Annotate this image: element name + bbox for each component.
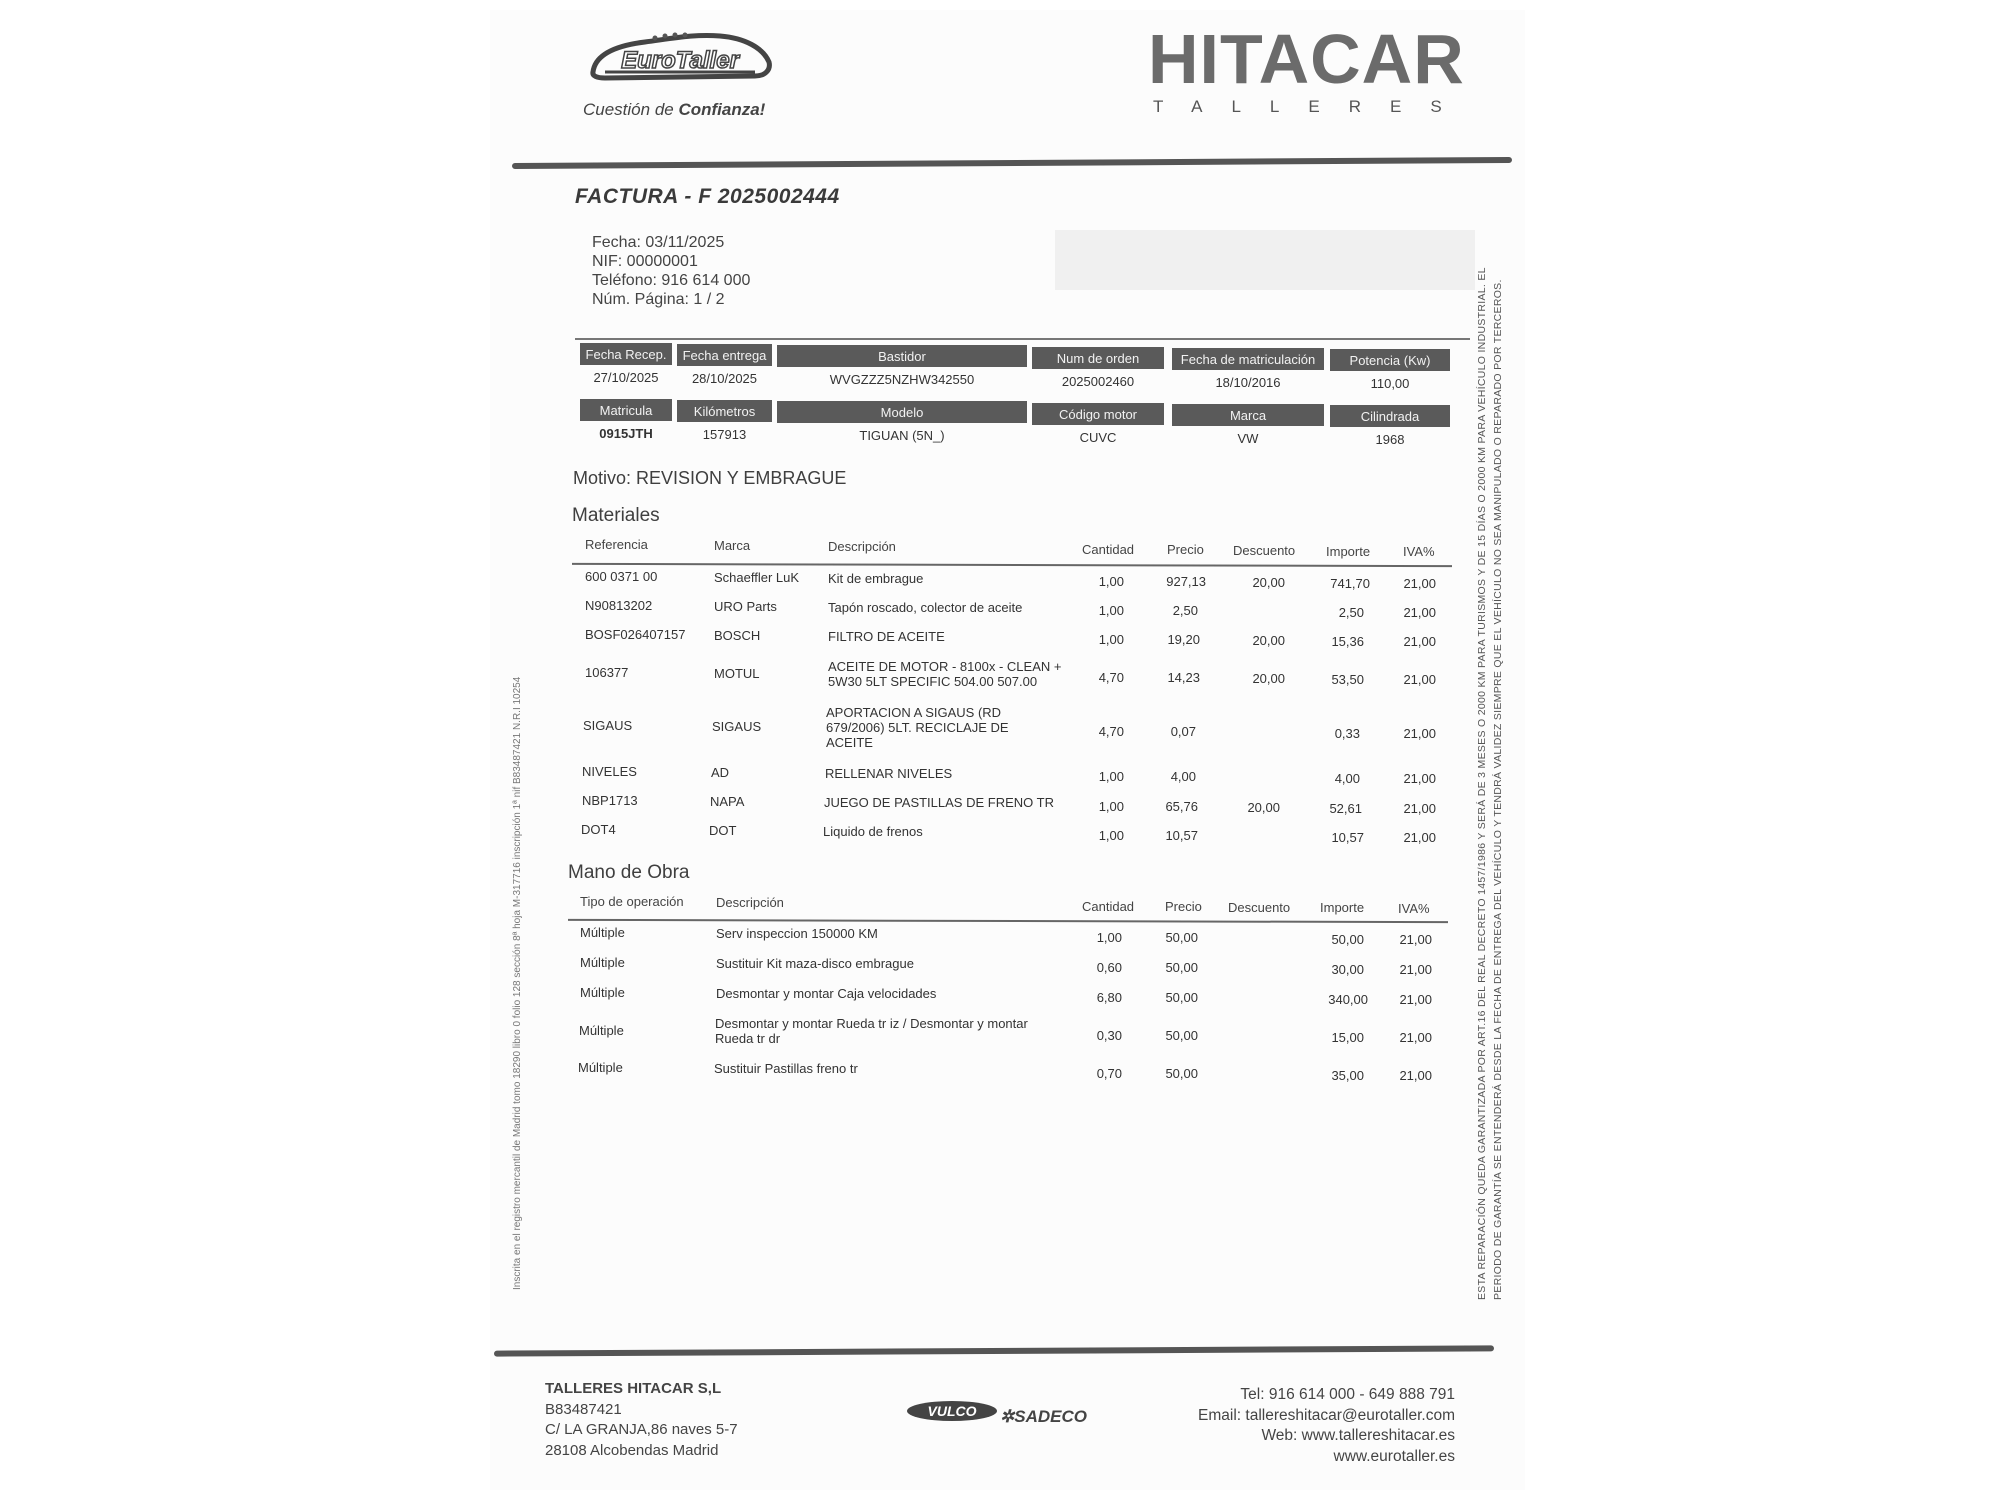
- cell-price: 2,50: [1172, 603, 1198, 618]
- cell-description: Sustituir Kit maza-disco embrague: [716, 956, 914, 971]
- vehicle-header-cell: Marca: [1172, 404, 1324, 426]
- cell-price: 50,00: [1165, 990, 1198, 1005]
- vehicle-header-cell: Matricula: [580, 399, 672, 421]
- vehicle-header-cell: Fecha entrega: [677, 344, 772, 366]
- cell-price: 65,76: [1165, 799, 1198, 814]
- cell-brand: Schaeffler LuK: [714, 570, 800, 585]
- cell-price: 50,00: [1165, 930, 1198, 945]
- cell-quantity: 1,00: [1098, 828, 1124, 843]
- cell-brand: URO Parts: [714, 599, 777, 614]
- cell-amount: 50,00: [1331, 932, 1364, 947]
- contact-info: [1198, 1385, 1455, 1467]
- col-header-amount: Importe: [1326, 544, 1371, 559]
- vehicle-value-cell: 2025002460: [1061, 374, 1135, 389]
- service-reason: Motivo: REVISION Y EMBRAGUE: [573, 468, 847, 488]
- cell-vat: 21,00: [1403, 801, 1436, 816]
- cell-vat: 21,00: [1399, 1030, 1432, 1045]
- cell-description: APORTACION A SIGAUS (RD 679/2006) 5LT. RECICLAJE DE ACEITE: [826, 705, 1009, 750]
- vulco-logo: [905, 1398, 1000, 1424]
- cell-price: 4,00: [1170, 769, 1196, 784]
- cell-discount: 20,00: [1252, 671, 1285, 686]
- company-address: C/ LA GRANJA,86 naves 5-7: [545, 1421, 738, 1438]
- col-header-vat: IVA%: [1403, 544, 1435, 559]
- hitacar-logo-subtitle: TALLERES: [1153, 97, 1471, 116]
- cell-operation-type: Múltiple: [578, 1060, 623, 1075]
- cell-vat: 21,00: [1399, 932, 1432, 947]
- company-city: 28108 Alcobendas Madrid: [545, 1441, 719, 1459]
- vehicle-header-cell: Bastidor: [777, 345, 1027, 367]
- vehicle-value-cell: 27/10/2025: [593, 370, 659, 385]
- materials-section-title: Materiales: [572, 505, 660, 526]
- cell-brand: AD: [711, 765, 730, 780]
- cell-description: Sustituir Pastillas freno tr: [714, 1061, 858, 1076]
- cell-amount: 35,00: [1331, 1068, 1364, 1083]
- cell-vat: 21,00: [1403, 605, 1436, 620]
- cell-price: 10,57: [1165, 828, 1198, 843]
- cell-ref: NIVELES: [582, 764, 637, 779]
- vehicle-value-cell: 110,00: [1370, 376, 1410, 391]
- cell-quantity: 6,80: [1096, 990, 1122, 1005]
- registry-notice: Inscrita en el registro mercantil de Madrid tomo 18290 libro 0 folio 128 sección 8ª hoja M-317716 inscripción 1ª nif B83487421 N.R.I 10254: [512, 676, 523, 1290]
- vehicle-header-cell: Potencia (Kw): [1330, 349, 1450, 371]
- col-header-quantity: Cantidad: [1082, 899, 1135, 914]
- cell-brand: MOTUL: [714, 666, 760, 681]
- cell-operation-type: Múltiple: [579, 1023, 624, 1038]
- contact-email: Email: tallereshitacar@eurotaller.com: [1198, 1406, 1455, 1424]
- sadeco-logo: ✲SADECO: [1000, 1407, 1087, 1426]
- invoice-page-number: Núm. Página: 1 / 2: [592, 291, 725, 308]
- cell-price: 50,00: [1165, 1028, 1198, 1043]
- cell-description: Liquido de frenos: [823, 824, 923, 839]
- company-info: [545, 1379, 738, 1461]
- vehicle-header-cell: Fecha de matriculación: [1172, 348, 1324, 370]
- cell-vat: 21,00: [1399, 1068, 1432, 1083]
- cell-price: 14,23: [1167, 670, 1200, 685]
- col-header-discount: Descuento: [1228, 900, 1291, 915]
- vehicle-value-cell: CUVC: [1079, 430, 1117, 445]
- vehicle-header-cell: Código motor: [1032, 403, 1164, 425]
- invoice-date: Fecha: 03/11/2025: [592, 234, 725, 251]
- svg-text:VULCO: VULCO: [927, 1403, 977, 1419]
- cell-amount: 15,36: [1331, 634, 1364, 649]
- vehicle-header-cell: Fecha Recep.: [580, 343, 672, 365]
- vehicle-value-cell: 157913: [702, 427, 747, 442]
- cell-description: Kit de embrague: [828, 571, 924, 586]
- cell-price: 927,13: [1166, 574, 1206, 589]
- col-header-amount: Importe: [1320, 900, 1365, 915]
- col-header-ref: Referencia: [585, 537, 648, 552]
- cell-description: ACEITE DE MOTOR - 8100x - CLEAN + 5W30 5LT SPECIFIC 504.00 507.00: [828, 659, 1062, 689]
- cell-price: 19,20: [1167, 632, 1200, 647]
- cell-quantity: 0,70: [1096, 1066, 1122, 1081]
- contact-web: Web: www.tallereshitacar.es: [1261, 1427, 1455, 1444]
- cell-ref: 106377: [585, 665, 629, 680]
- cell-amount: 0,33: [1334, 726, 1360, 741]
- vehicle-value-cell: 0915JTH: [599, 426, 653, 441]
- sadeco-icon: ✲: [1000, 1407, 1015, 1426]
- vehicle-header-cell: Modelo: [777, 401, 1027, 423]
- invoice-nif: NIF: 00000001: [592, 253, 698, 270]
- vehicle-header-cell: Num de orden: [1032, 347, 1164, 369]
- col-header-operation-type: Tipo de operación: [580, 894, 684, 909]
- cell-ref: BOSF026407157: [585, 627, 686, 642]
- col-header-price: Precio: [1167, 542, 1204, 557]
- cell-quantity: 1,00: [1098, 632, 1124, 647]
- cell-quantity: 1,00: [1098, 799, 1124, 814]
- cell-operation-type: Múltiple: [580, 925, 625, 940]
- hitacar-logo: HITACAR: [1148, 20, 1465, 98]
- cell-ref: 600 0371 00: [585, 569, 658, 584]
- col-header-brand: Marca: [714, 538, 751, 553]
- cell-quantity: 4,70: [1098, 724, 1124, 739]
- cell-quantity: 1,00: [1098, 603, 1124, 618]
- labor-section-title: Mano de Obra: [568, 862, 690, 883]
- vehicle-value-cell: VW: [1237, 431, 1259, 446]
- cell-vat: 21,00: [1403, 672, 1436, 687]
- vehicle-value-cell: 18/10/2016: [1215, 375, 1281, 390]
- cell-discount: 20,00: [1247, 800, 1280, 815]
- cell-discount: 20,00: [1252, 633, 1285, 648]
- cell-vat: 21,00: [1403, 576, 1436, 591]
- redacted-address-block: [1055, 230, 1475, 290]
- vehicle-header-cell: Kilómetros: [677, 400, 772, 422]
- cell-amount: 52,61: [1329, 801, 1362, 816]
- cell-brand: BOSCH: [714, 628, 761, 643]
- cell-vat: 21,00: [1403, 726, 1436, 741]
- cell-quantity: 1,00: [1096, 930, 1122, 945]
- col-header-quantity: Cantidad: [1082, 542, 1135, 557]
- cell-vat: 21,00: [1403, 634, 1436, 649]
- vehicle-value-cell: TIGUAN (5N_): [859, 428, 945, 443]
- cell-ref: NBP1713: [582, 793, 638, 808]
- cell-vat: 21,00: [1399, 962, 1432, 977]
- cell-amount: 340,00: [1328, 992, 1368, 1007]
- cell-amount: 53,50: [1331, 672, 1364, 687]
- cell-description: Desmontar y montar Caja velocidades: [716, 986, 937, 1001]
- warranty-notice: ESTA REPARACIÓN QUEDA GARANTIZADA POR ART.16 DEL REAL DECRETO 1457/1986 Y SERÁ DE 3 MESES O 2000 KM PARA TURISMOS Y DE 15 DÍAS O 2000 KM PARA VEHÍCULO INDUSTRIAL. EL PERIODO DE GARANTÍA SE ENTENDERÁ DESDE LA FECHA DE ENTREGA DEL VEHÍCULO Y TENDRÁ VALIDEZ SIEMPRE QUE EL VEHÍCULO NO SEA MANIPULADO O REPARADO POR TERCEROS.: [1476, 267, 1504, 1300]
- cell-amount: 741,70: [1330, 576, 1370, 591]
- cell-amount: 10,57: [1331, 830, 1364, 845]
- cell-description: Desmontar y montar Rueda tr iz / Desmontar y montar Rueda tr dr: [715, 1016, 1028, 1046]
- cell-description: FILTRO DE ACEITE: [828, 629, 945, 644]
- vehicle-header-cell: Cilindrada: [1330, 405, 1450, 427]
- cell-price: 50,00: [1165, 960, 1198, 975]
- cell-vat: 21,00: [1403, 771, 1436, 786]
- cell-ref: DOT4: [581, 822, 616, 837]
- cell-vat: 21,00: [1403, 830, 1436, 845]
- tagline: Cuestión de Confianza!: [583, 100, 766, 119]
- cell-price: 0,07: [1170, 724, 1196, 739]
- vehicle-value-cell: WVGZZZ5NZHW342550: [829, 372, 975, 387]
- invoice-title: FACTURA - F 2025002444: [575, 185, 840, 208]
- cell-quantity: 0,30: [1096, 1028, 1122, 1043]
- cell-ref: SIGAUS: [583, 718, 633, 733]
- contact-phone: Tel: 916 614 000 - 649 888 791: [1240, 1386, 1455, 1403]
- col-header-description: Descripción: [828, 539, 896, 554]
- cell-brand: NAPA: [710, 794, 745, 809]
- header-separator: [575, 338, 1470, 340]
- cell-quantity: 1,00: [1098, 574, 1124, 589]
- vehicle-value-cell: 28/10/2025: [691, 371, 758, 386]
- cell-quantity: 0,60: [1096, 960, 1122, 975]
- cell-brand: SIGAUS: [712, 719, 762, 734]
- cell-price: 50,00: [1165, 1066, 1198, 1081]
- eurotaller-logo: [585, 28, 775, 88]
- vehicle-value-cell: 1968: [1375, 432, 1405, 447]
- cell-description: RELLENAR NIVELES: [825, 766, 953, 781]
- cell-description: Serv inspeccion 150000 KM: [716, 926, 878, 941]
- cell-description: Tapón roscado, colector de aceite: [828, 600, 1023, 615]
- cell-amount: 4,00: [1334, 771, 1360, 786]
- cell-quantity: 4,70: [1098, 670, 1124, 685]
- svg-text:EuroTaller: EuroTaller: [621, 47, 739, 74]
- cell-amount: 15,00: [1331, 1030, 1364, 1045]
- col-header-price: Precio: [1165, 899, 1202, 914]
- cell-operation-type: Múltiple: [580, 955, 625, 970]
- company-cif: B83487421: [545, 1400, 622, 1418]
- cell-description: JUEGO DE PASTILLAS DE FRENO TR: [824, 795, 1054, 810]
- invoice-phone: Teléfono: 916 614 000: [592, 272, 751, 289]
- cell-operation-type: Múltiple: [580, 985, 625, 1000]
- company-name: TALLERES HITACAR S,L: [545, 1380, 722, 1397]
- cell-amount: 30,00: [1331, 962, 1364, 977]
- col-header-vat: IVA%: [1398, 901, 1430, 916]
- col-header-description: Descripción: [716, 895, 784, 910]
- cell-brand: DOT: [709, 823, 737, 838]
- cell-vat: 21,00: [1399, 992, 1432, 1007]
- cell-quantity: 1,00: [1098, 769, 1124, 784]
- cell-amount: 2,50: [1338, 605, 1364, 620]
- contact-web-secondary: www.eurotaller.es: [1333, 1447, 1455, 1465]
- cell-ref: N90813202: [585, 598, 653, 613]
- cell-discount: 20,00: [1252, 575, 1285, 590]
- col-header-discount: Descuento: [1233, 543, 1296, 558]
